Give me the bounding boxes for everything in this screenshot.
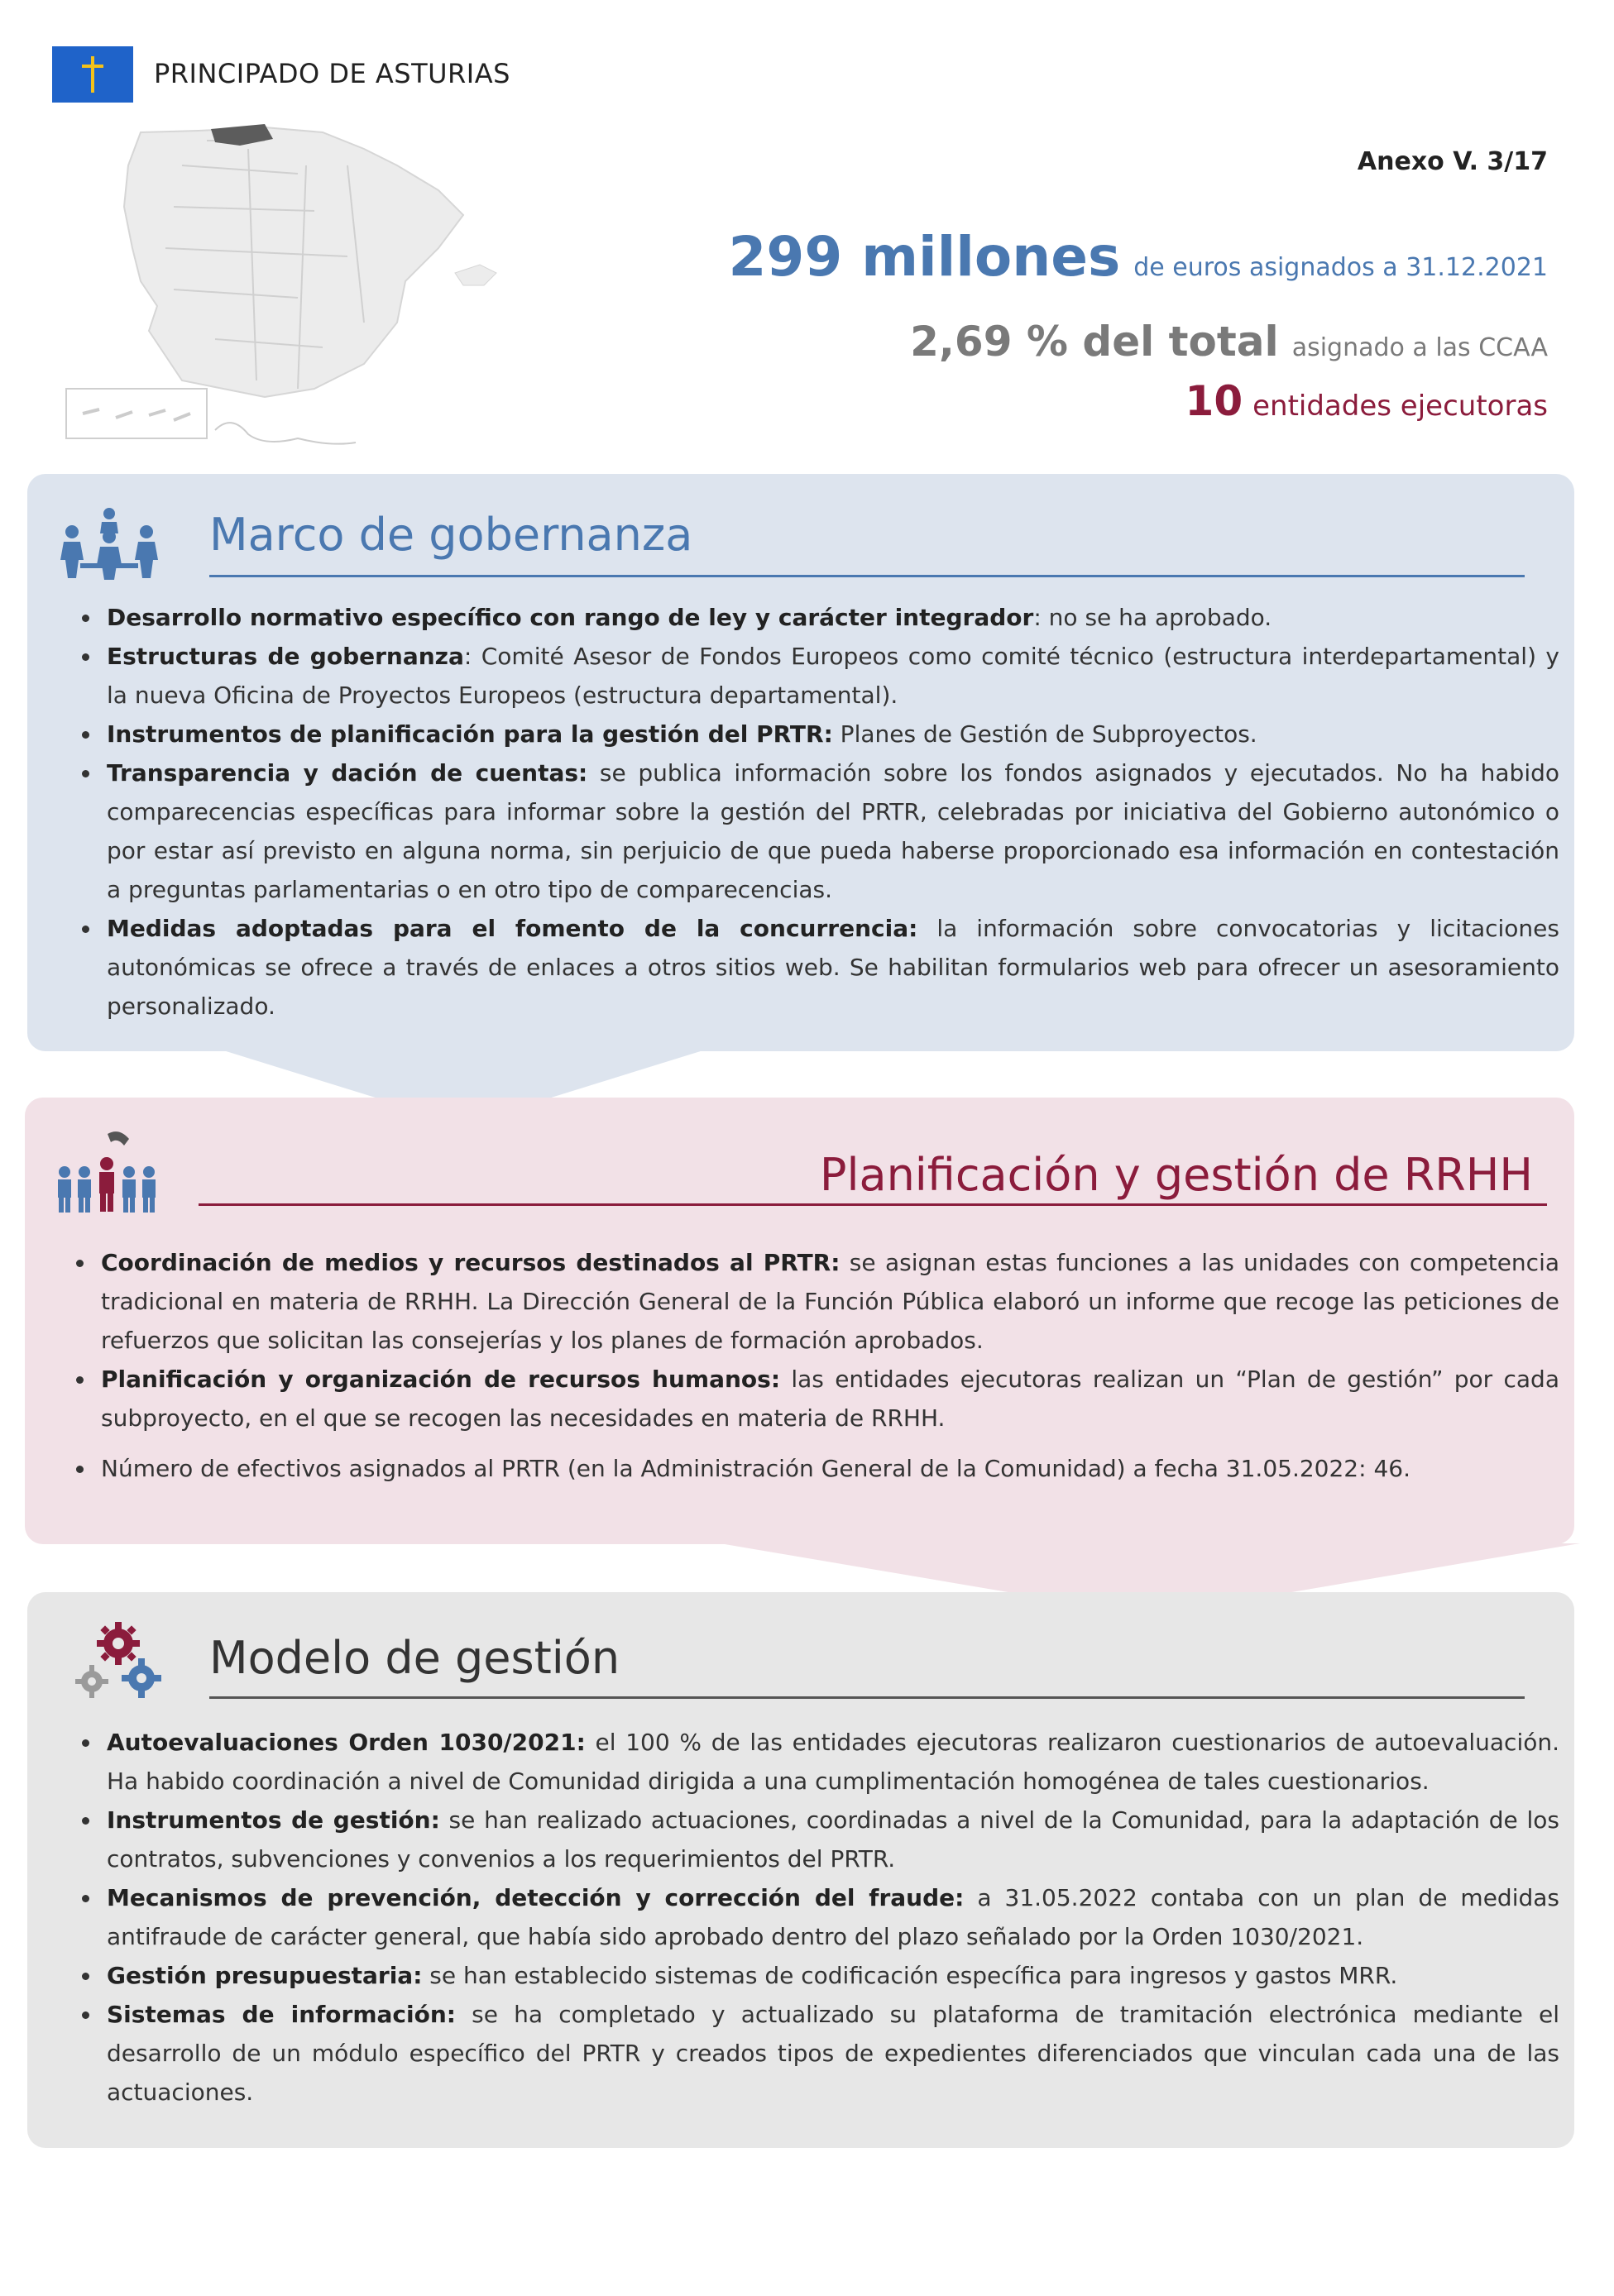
governance-panel bbox=[27, 474, 1574, 1051]
governance-title-rule bbox=[209, 575, 1525, 577]
management-title-rule bbox=[209, 1696, 1525, 1699]
amount-value: 299 millones bbox=[728, 225, 1121, 289]
list-item: Gestión presupuestaria: se han establecido sistemas de codificación específica para ingresos y gastos MRR. bbox=[79, 1956, 1559, 1995]
list-item: Autoevaluaciones Orden 1030/2021: el 100 % de las entidades ejecutoras realizaron cuestionarios de autoevaluación. Ha habido coordinación a nivel de Comunidad dirigida a una cumplimentación homogénea de tales cuestionarios. bbox=[79, 1723, 1559, 1801]
governance-list bbox=[79, 598, 1559, 1026]
team-selection-icon bbox=[53, 1127, 160, 1218]
management-list bbox=[79, 1723, 1559, 2112]
share-caption: asignado a las CCAA bbox=[1291, 333, 1548, 362]
entities-value: 10 bbox=[1185, 377, 1243, 425]
list-item: Coordinación de medios y recursos destinados al PRTR: se asignan estas funciones a las unidades con competencia tradicional en materia de RRHH. La Dirección General de la Función Pública elaboró un informe que recoge las peticiones de refuerzos que solicitan las consejerías y los planes de formación aprobados. bbox=[73, 1243, 1559, 1360]
people-meeting-icon bbox=[55, 502, 163, 585]
list-item: Sistemas de información: se ha completado y actualizado su plataforma de tramitación electrónica mediante el desarrollo de un módulo específico del PRTR y creados tipos de expedientes diferenciados que vinculan cada una de las actuaciones. bbox=[79, 1995, 1559, 2112]
list-item: Número de efectivos asignados al PRTR (en la Administración General de la Comunidad) a fecha 31.05.2022: 46. bbox=[73, 1449, 1559, 1488]
amount-caption: de euros asignados a 31.12.2021 bbox=[1133, 253, 1548, 282]
entities-caption: entidades ejecutoras bbox=[1252, 390, 1548, 423]
asturias-flag-icon bbox=[52, 46, 133, 103]
spain-map-icon bbox=[50, 116, 529, 463]
management-title: Modelo de gestión bbox=[209, 1632, 620, 1684]
amount-stat bbox=[728, 225, 1548, 289]
list-item: Medidas adoptadas para el fomento de la concurrencia: la información sobre convocatorias y licitaciones autonómicas se ofrece a través de enlaces a otros sitios web. Se habilitan formularios web para ofrecer un asesoramiento personalizado. bbox=[79, 909, 1559, 1026]
list-item: Transparencia y dación de cuentas: se publica información sobre los fondos asignados y ejecutados. No ha habido comparecencias específicas para informar sobre la gestión del PRTR, celebradas por iniciativa del Gobierno autonómico o por estar así previsto en alguna norma, sin perjuicio de que pueda haberse proporcionado esa información en contestación a preguntas parlamentarias o en otro tipo de comparecencias. bbox=[79, 753, 1559, 909]
governance-title: Marco de gobernanza bbox=[209, 509, 693, 561]
list-item: Estructuras de gobernanza: Comité Asesor de Fondos Europeos como comité técnico (estructura interdepartamental) y la nueva Oficina de Proyectos Europeos (estructura departamental). bbox=[79, 637, 1559, 715]
entities-stat bbox=[1185, 377, 1548, 425]
hr-panel bbox=[25, 1098, 1574, 1544]
list-item: Planificación y organización de recursos humanos: las entidades ejecutoras realizan un “Plan de gestión” por cada subproyecto, en el que se recogen las necesidades en materia de RRHH. bbox=[73, 1360, 1559, 1437]
gears-icon bbox=[69, 1617, 168, 1708]
hr-title-rule bbox=[199, 1203, 1547, 1206]
list-item: Instrumentos de planificación para la gestión del PRTR: Planes de Gestión de Subproyectos. bbox=[79, 715, 1559, 753]
list-item: Mecanismos de prevención, detección y corrección del fraude: a 31.05.2022 contaba con un plan de medidas antifraude de carácter general, que había sido aprobado dentro del plazo señalado por la Orden 1030/2021. bbox=[79, 1878, 1559, 1956]
list-item: Instrumentos de gestión: se han realizado actuaciones, coordinadas a nivel de la Comunidad, para la adaptación de los contratos, subvenciones y convenios a los requerimientos del PRTR. bbox=[79, 1801, 1559, 1878]
list-item: Desarrollo normativo específico con rango de ley y carácter integrador: no se ha aprobado. bbox=[79, 598, 1559, 637]
hr-title: Planificación y gestión de RRHH bbox=[819, 1149, 1533, 1201]
share-value: 2,69 % del total bbox=[910, 318, 1279, 366]
hr-list bbox=[73, 1243, 1559, 1488]
management-panel bbox=[27, 1592, 1574, 2148]
annex-label: Anexo V. 3/17 bbox=[1357, 147, 1548, 176]
region-name: PRINCIPADO DE ASTURIAS bbox=[154, 58, 510, 89]
share-stat bbox=[910, 318, 1548, 366]
